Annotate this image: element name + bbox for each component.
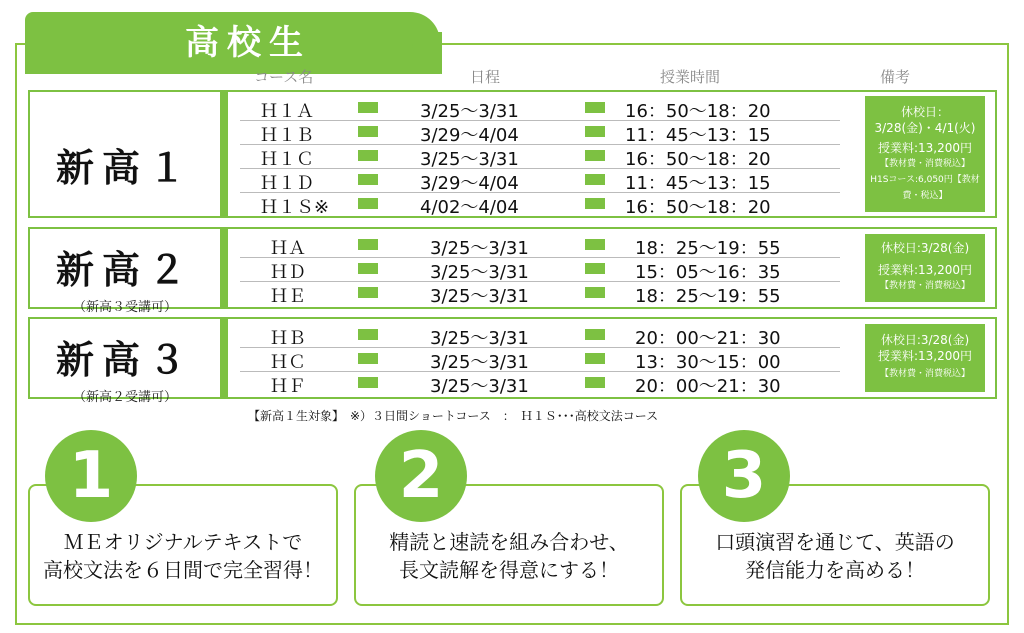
bullet-chip	[358, 263, 378, 274]
note-line: 【教材費・消費税込】	[879, 159, 970, 169]
course-dates: 3/25～3/31	[430, 262, 529, 283]
course-dates: 3/25～3/31	[430, 328, 529, 349]
bullet-chip	[585, 287, 605, 298]
course-dates: 3/25～3/31	[430, 352, 529, 373]
course-time: 13：30～15：00	[635, 352, 781, 373]
course-dates: 3/25～3/31	[420, 101, 519, 122]
feature-text: 高校文法を６日間で完全習得！	[43, 558, 323, 582]
header-notes: 備考	[880, 68, 911, 86]
number-badge: 2	[375, 430, 467, 522]
course-time: 16：50～18：20	[625, 101, 771, 122]
header-time: 授業時間	[660, 68, 721, 86]
section-divider	[220, 229, 228, 307]
note-line: 3/28(金)・4/1(火)	[874, 121, 976, 135]
course-name: Ｈ１Ｂ	[260, 125, 314, 146]
section-title	[30, 329, 220, 405]
course-name: ＨＤ	[270, 262, 306, 283]
note-line: H1Sコース:6,050円【教材費・税込】	[870, 175, 980, 201]
note-line: 休校日:3/28(金)	[880, 333, 970, 347]
course-dates: 3/25～3/31	[420, 149, 519, 170]
course-time: 11：45～13：15	[625, 125, 771, 146]
page-title: 高校生	[185, 23, 311, 63]
bullet-chip	[358, 239, 378, 250]
header-course: コース名	[254, 68, 314, 86]
bullet-chip	[358, 174, 378, 185]
feature-text: 長文読解を得意にする！	[399, 558, 619, 582]
bullet-chip	[358, 287, 378, 298]
footnote: 【新高１生対象】 ※）３日間ショートコース ： Ｈ１Ｓ･･･高校文法コース	[248, 409, 659, 423]
course-time: 20：00～21：30	[635, 328, 781, 349]
feature-text: ＭＥオリジナルテキストで	[63, 530, 303, 554]
bullet-chip	[358, 353, 378, 364]
note-line: 休校日：	[900, 105, 949, 119]
note-line: 授業料:13,200円	[877, 349, 973, 363]
bullet-chip	[585, 239, 605, 250]
table-row	[240, 120, 840, 145]
table-row	[240, 192, 840, 216]
section-sub: （新高３受講可）	[72, 300, 177, 315]
bullet-chip	[585, 150, 605, 161]
notes-box	[865, 324, 985, 392]
section-divider	[220, 92, 228, 216]
table-row	[240, 347, 840, 372]
section-divider	[220, 319, 228, 397]
course-dates: 3/29～4/04	[420, 173, 519, 194]
bullet-chip	[358, 126, 378, 137]
note-line: 授業料:13,200円	[877, 141, 973, 155]
section-name: 新高３	[55, 338, 194, 382]
table-row	[240, 257, 840, 282]
note-line: 休校日:3/28(金)	[880, 241, 970, 255]
bullet-chip	[585, 174, 605, 185]
course-dates: 3/25～3/31	[430, 238, 529, 259]
bullet-chip	[358, 329, 378, 340]
note-line: 授業料:13,200円	[877, 263, 973, 277]
feature-text: 口頭演習を通じて、英語の	[715, 530, 955, 554]
section-title	[30, 239, 220, 315]
header-schedule: 日程	[470, 68, 501, 86]
table-row	[240, 96, 840, 121]
course-time: 16：50～18：20	[625, 197, 771, 218]
course-dates: 3/29～4/04	[420, 125, 519, 146]
note-line: 【教材費・消費税込】	[879, 281, 970, 291]
bullet-chip	[358, 102, 378, 113]
table-row	[240, 168, 840, 193]
course-name: ＨＦ	[270, 376, 306, 397]
section-name: 新高１	[55, 146, 194, 190]
feature-text: 発信能力を高める！	[745, 558, 925, 582]
course-dates: 3/25～3/31	[430, 286, 529, 307]
number-badge: 1	[45, 430, 137, 522]
section-title	[30, 137, 220, 192]
table-row	[240, 281, 840, 305]
course-name: ＨＡ	[270, 238, 306, 259]
bullet-chip	[585, 353, 605, 364]
table-row	[240, 144, 840, 169]
section-name: 新高２	[55, 248, 194, 292]
course-name: Ｈ１Ｃ	[260, 149, 314, 170]
section-sub: （新高２受講可）	[72, 390, 177, 405]
bullet-chip	[585, 102, 605, 113]
bullet-chip	[358, 377, 378, 388]
course-name: Ｈ１Ｓ※	[260, 197, 330, 218]
course-name: ＨＣ	[270, 352, 306, 373]
course-dates: 4/02～4/04	[420, 197, 519, 218]
course-time: 20：00～21：30	[635, 376, 781, 397]
notes-box	[865, 96, 985, 212]
course-time: 18：25～19：55	[635, 238, 781, 259]
course-name: ＨＢ	[270, 328, 306, 349]
course-time: 16：50～18：20	[625, 149, 771, 170]
course-time: 15：05～16：35	[635, 262, 781, 283]
bullet-chip	[585, 198, 605, 209]
course-name: Ｈ１Ｄ	[260, 173, 314, 194]
feature-text: 精読と速読を組み合わせ、	[389, 530, 629, 554]
course-name: Ｈ１Ａ	[260, 101, 314, 122]
bullet-chip	[358, 198, 378, 209]
bullet-chip	[585, 377, 605, 388]
course-dates: 3/25～3/31	[430, 376, 529, 397]
course-time: 11：45～13：15	[625, 173, 771, 194]
table-row	[240, 233, 840, 258]
bullet-chip	[585, 263, 605, 274]
note-line: 【教材費・消費税込】	[879, 369, 970, 379]
number-badge: 3	[698, 430, 790, 522]
section-grade2	[28, 227, 997, 315]
section-grade3	[28, 317, 997, 405]
table-row	[240, 323, 840, 348]
course-time: 18：25～19：55	[635, 286, 781, 307]
course-name: ＨＥ	[270, 286, 306, 307]
section-grade1	[28, 90, 997, 218]
notes-box	[865, 234, 985, 302]
table-row	[240, 371, 840, 395]
bullet-chip	[585, 329, 605, 340]
bullet-chip	[585, 126, 605, 137]
bullet-chip	[358, 150, 378, 161]
